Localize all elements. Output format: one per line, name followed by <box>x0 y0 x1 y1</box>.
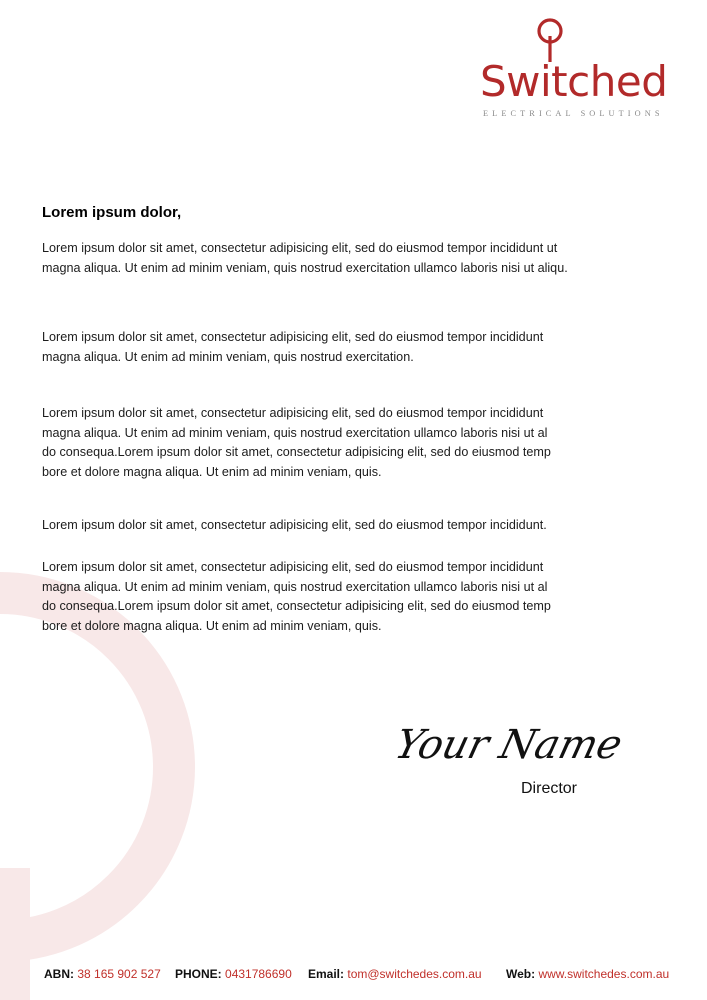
phone-label: PHONE: <box>175 967 222 981</box>
abn-label: ABN: <box>44 967 74 981</box>
signature: Your Name <box>390 722 627 768</box>
signer-title: Director <box>521 780 578 797</box>
web-label: Web: <box>506 967 536 981</box>
footer-web <box>506 966 669 982</box>
paragraph-1 <box>42 239 662 278</box>
abn-value: 38 165 902 527 <box>77 967 161 981</box>
paragraph-line: Lorem ipsum dolor sit amet, consectetur adipisicing elit, sed do eiusmod tempor incididunt. <box>42 518 547 532</box>
email-label: Email: <box>308 967 345 981</box>
salutation: Lorem ipsum dolor, <box>42 204 182 221</box>
paragraph-line: Lorem ipsum dolor sit amet, consectetur adipisicing elit, sed do eiusmod tempor incididunt <box>42 330 544 344</box>
footer-phone <box>175 966 292 982</box>
email-link[interactable]: tom@switchedes.com.au <box>347 967 482 981</box>
paragraph-line: Lorem ipsum dolor sit amet, consectetur adipisicing elit, sed do eiusmod tempor incididunt <box>42 560 544 574</box>
paragraph-line: Lorem ipsum dolor sit amet, consectetur adipisicing elit, sed do eiusmod tempor incididunt <box>42 406 544 420</box>
paragraph-line: do consequa.Lorem ipsum dolor sit amet, consectetur adipisicing elit, sed do eiusmod temp <box>42 445 551 460</box>
paragraph-line: bore et dolore magna aliqua. Ut enim ad minim veniam, quis. <box>42 464 382 479</box>
paragraph-line: magna aliqua. Ut enim ad minim veniam, quis nostrud exercitation. <box>42 349 414 364</box>
footer-abn <box>44 966 161 982</box>
power-symbol-icon <box>535 16 565 62</box>
web-link[interactable]: www.switchedes.com.au <box>538 967 670 981</box>
phone-value[interactable]: 0431786690 <box>225 967 292 981</box>
watermark-bar <box>0 868 30 1000</box>
paragraph-line: do consequa.Lorem ipsum dolor sit amet, consectetur adipisicing elit, sed do eiusmod temp <box>42 599 551 614</box>
paragraph-line: magna aliqua. Ut enim ad minim veniam, quis nostrud exercitation ullamco laboris nisi ut al <box>42 425 548 440</box>
paragraph-line: Lorem ipsum dolor sit amet, consectetur adipisicing elit, sed do eiusmod tempor incididunt ut <box>42 241 558 255</box>
paragraph-5 <box>42 558 662 636</box>
company-logo <box>480 16 695 118</box>
logo-tagline: ELECTRICAL SOLUTIONS <box>483 109 664 118</box>
paragraph-line: magna aliqua. Ut enim ad minim veniam, quis nostrud exercitation ullamco laboris nisi ut aliqu. <box>42 260 568 275</box>
paragraph-line: magna aliqua. Ut enim ad minim veniam, quis nostrud exercitation ullamco laboris nisi ut al <box>42 579 548 594</box>
footer-email <box>308 966 482 982</box>
paragraph-line: bore et dolore magna aliqua. Ut enim ad minim veniam, quis. <box>42 618 382 633</box>
paragraph-2 <box>42 328 662 367</box>
logo-wordmark: Switched <box>480 57 668 106</box>
paragraph-3 <box>42 404 662 482</box>
paragraph-4 <box>42 516 662 536</box>
